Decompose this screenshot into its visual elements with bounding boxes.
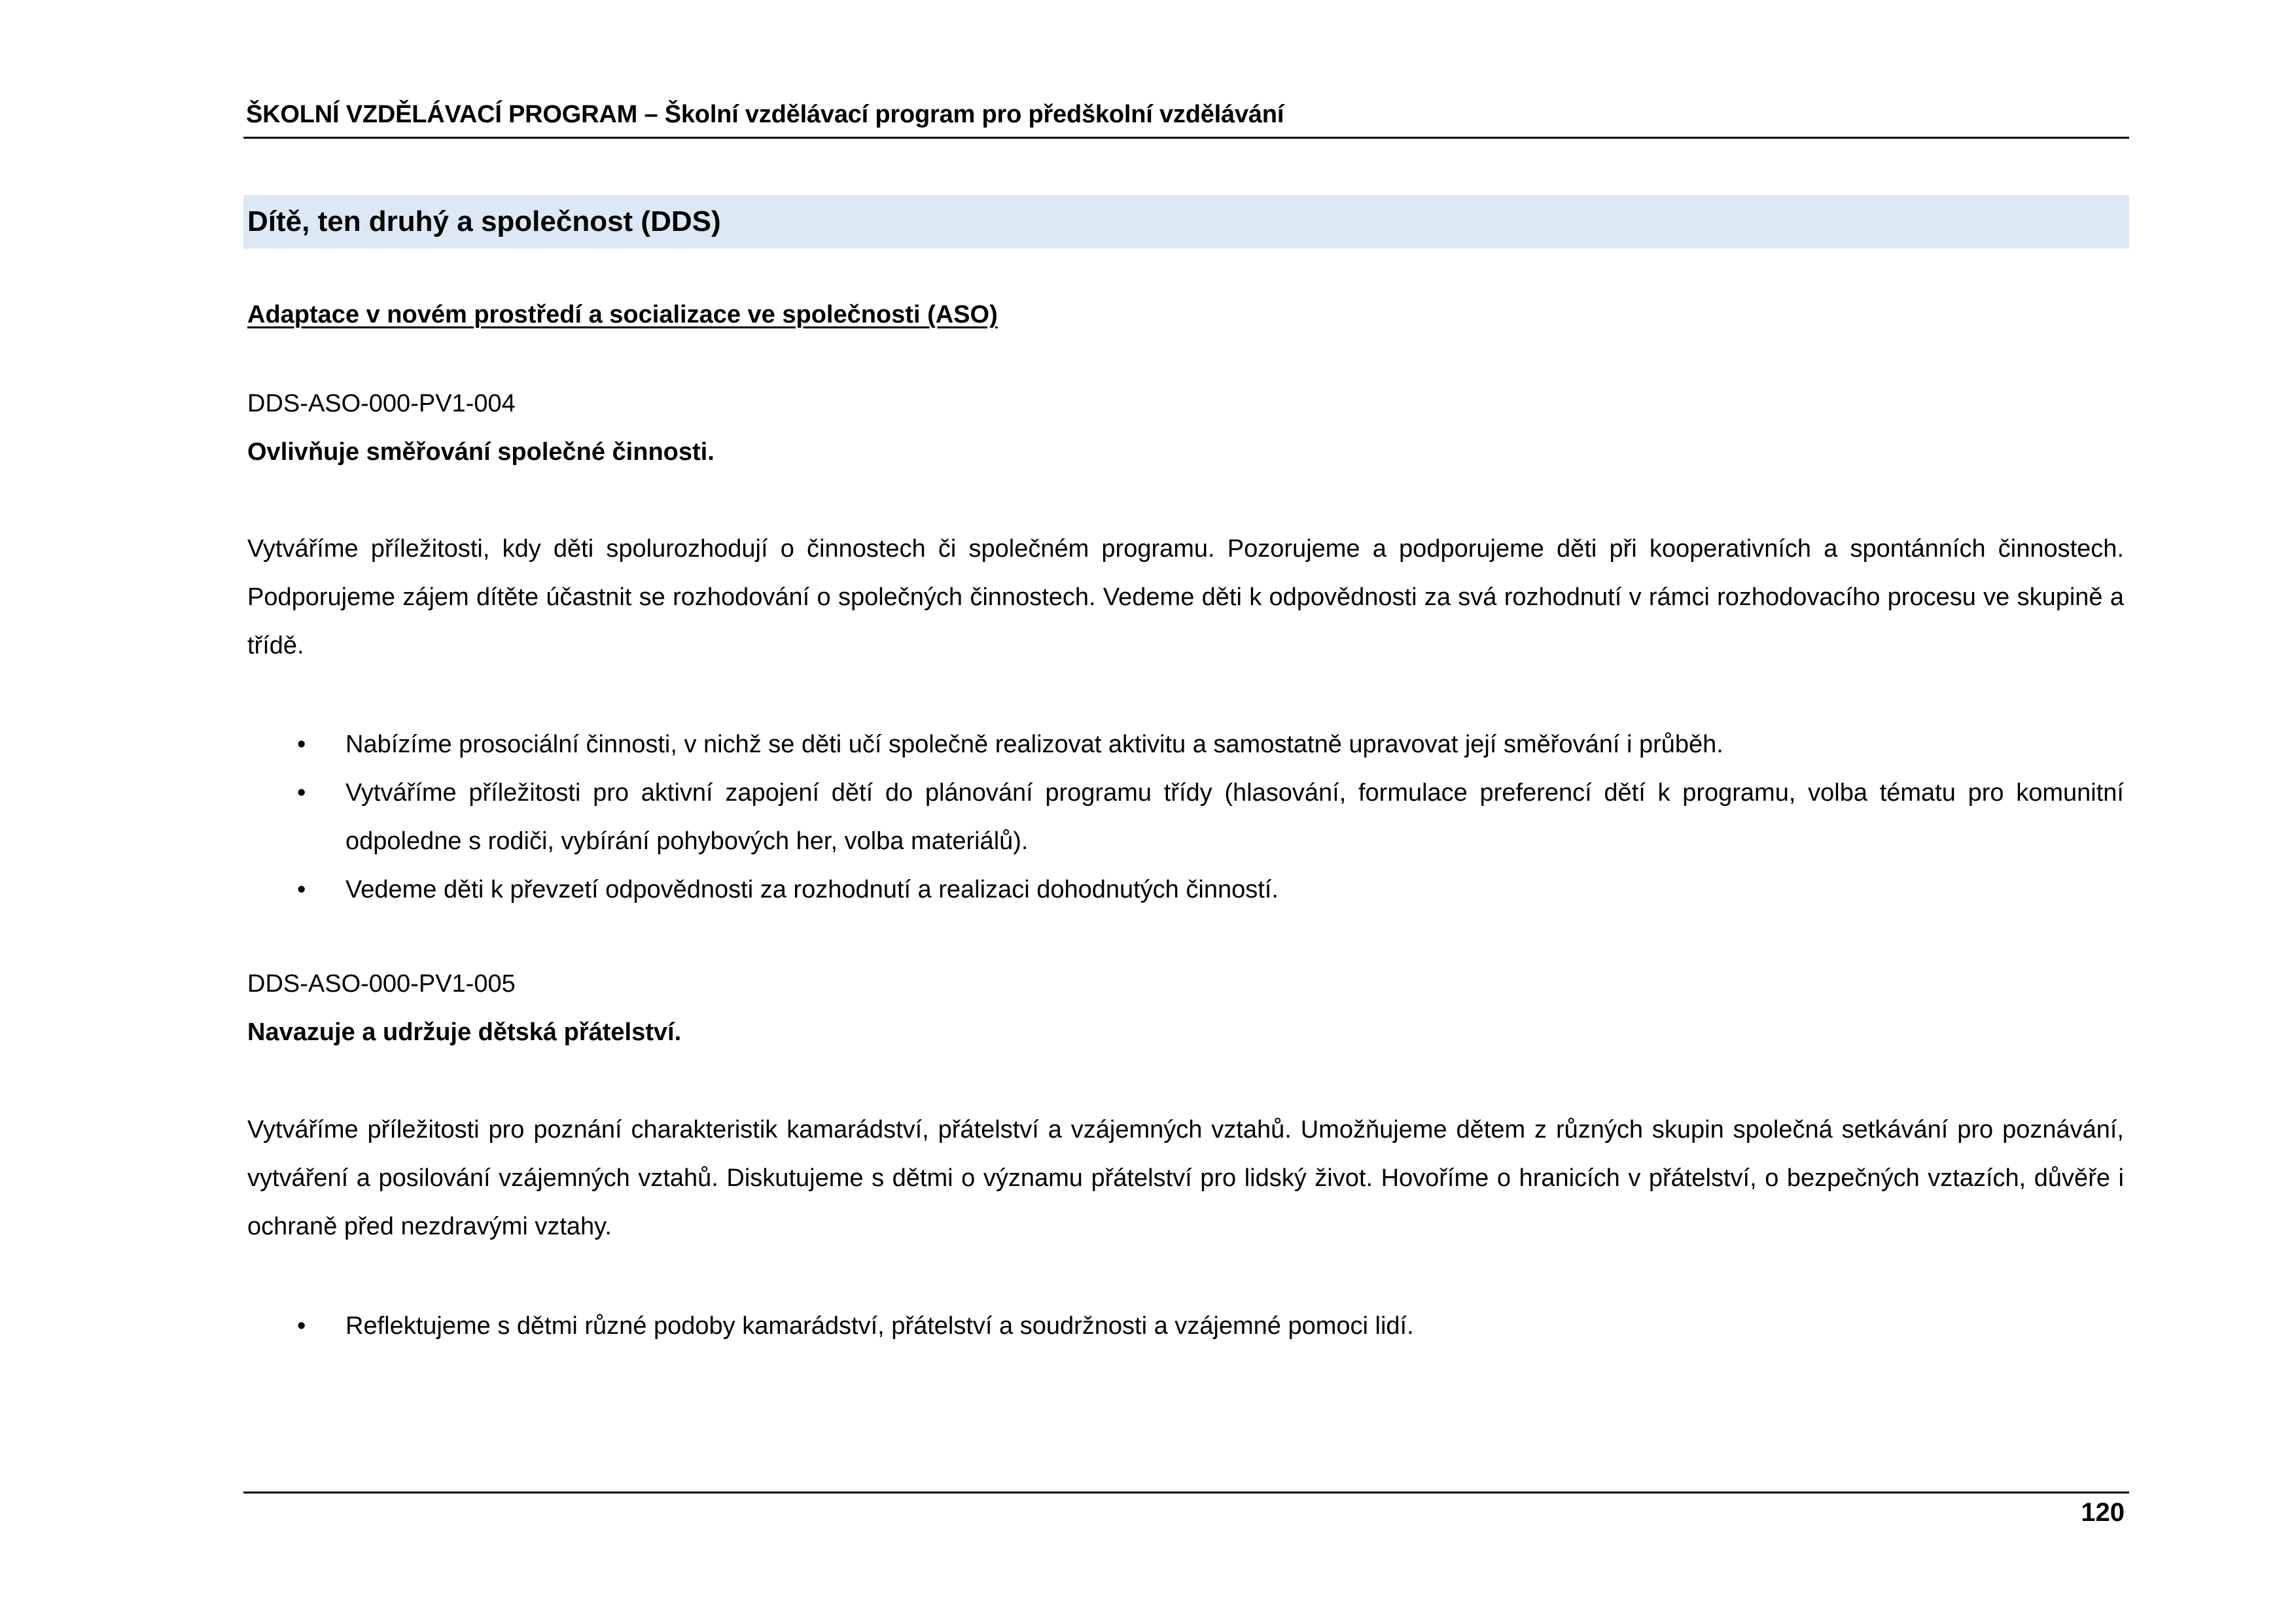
page-header xyxy=(243,98,2129,139)
bullet-list xyxy=(247,1302,2124,1350)
goal-code: DDS-ASO-000-PV1-004 xyxy=(247,390,516,417)
subsection-title: Adaptace v novém prostředí a socializace ve společnosti (ASO) xyxy=(247,301,998,328)
bullet-icon: • xyxy=(297,876,306,903)
bullet-text: Vytváříme příležitosti pro aktivní zapojení dětí do plánování programu třídy (hlasování, formulace preferencí dětí k programu, volba tématu pro komunitní odpoledne s rodiči, vybírání pohybových her, volba materiálů). xyxy=(345,779,2124,855)
goal-code: DDS-ASO-000-PV1-005 xyxy=(247,970,516,998)
footer-divider xyxy=(243,1492,2129,1493)
bullet-icon: • xyxy=(297,779,306,807)
bullet-text: Reflektujeme s dětmi různé podoby kamarádství, přátelství a soudržnosti a vzájemné pomoci lidí. xyxy=(345,1312,1414,1340)
bullet-item xyxy=(247,769,2124,865)
bullet-item xyxy=(247,1302,2124,1350)
section-heading-bar xyxy=(243,195,2129,249)
bullet-item xyxy=(247,865,2124,914)
bullet-list xyxy=(247,720,2124,914)
goal-paragraph: Vytváříme příležitosti pro poznání charakteristik kamarádství, přátelství a vzájemných vztahů. Umožňujeme dětem z různých skupin společná setkávání pro poznávání, vytváření a posilování vzájemných vztahů. Diskutujeme s dětmi o významu přátelství pro lidský život. Hovoříme o hranicích v přátelství, o bezpečných vztazích, důvěře i ochraně před nezdravými vztahy. xyxy=(247,1116,2124,1240)
bullet-text: Nabízíme prosociální činnosti, v nichž se děti učí společně realizovat aktivitu a samostatně upravovat její směřování i průběh. xyxy=(345,731,1723,758)
bullet-text: Vedeme děti k převzetí odpovědnosti za rozhodnutí a realizaci dohodnutých činností. xyxy=(345,876,1279,903)
page-number: 120 xyxy=(2081,1498,2125,1527)
bullet-item xyxy=(247,720,2124,769)
section-title: Dítě, ten druhý a společnost (DDS) xyxy=(247,205,721,237)
bullet-icon: • xyxy=(297,1312,306,1340)
bullet-icon: • xyxy=(297,731,306,758)
goal-title: Ovlivňuje směřování společné činnosti. xyxy=(247,438,715,466)
goal-paragraph: Vytváříme příležitosti, kdy děti spolurozhodují o činnostech či společném programu. Pozorujeme a podporujeme děti při kooperativních a spontánních činnostech. Podporujeme zájem dítěte účastnit se rozhodování o společných činnostech. Vedeme děti k odpovědnosti za svá rozhodnutí v rámci rozhodovacího procesu ve skupině a třídě. xyxy=(247,535,2124,659)
goal-title: Navazuje a udržuje dětská přátelství. xyxy=(247,1019,682,1046)
header-title: ŠKOLNÍ VZDĚLÁVACÍ PROGRAM – Školní vzdělávací program pro předškolní vzdělávání xyxy=(246,101,1284,128)
